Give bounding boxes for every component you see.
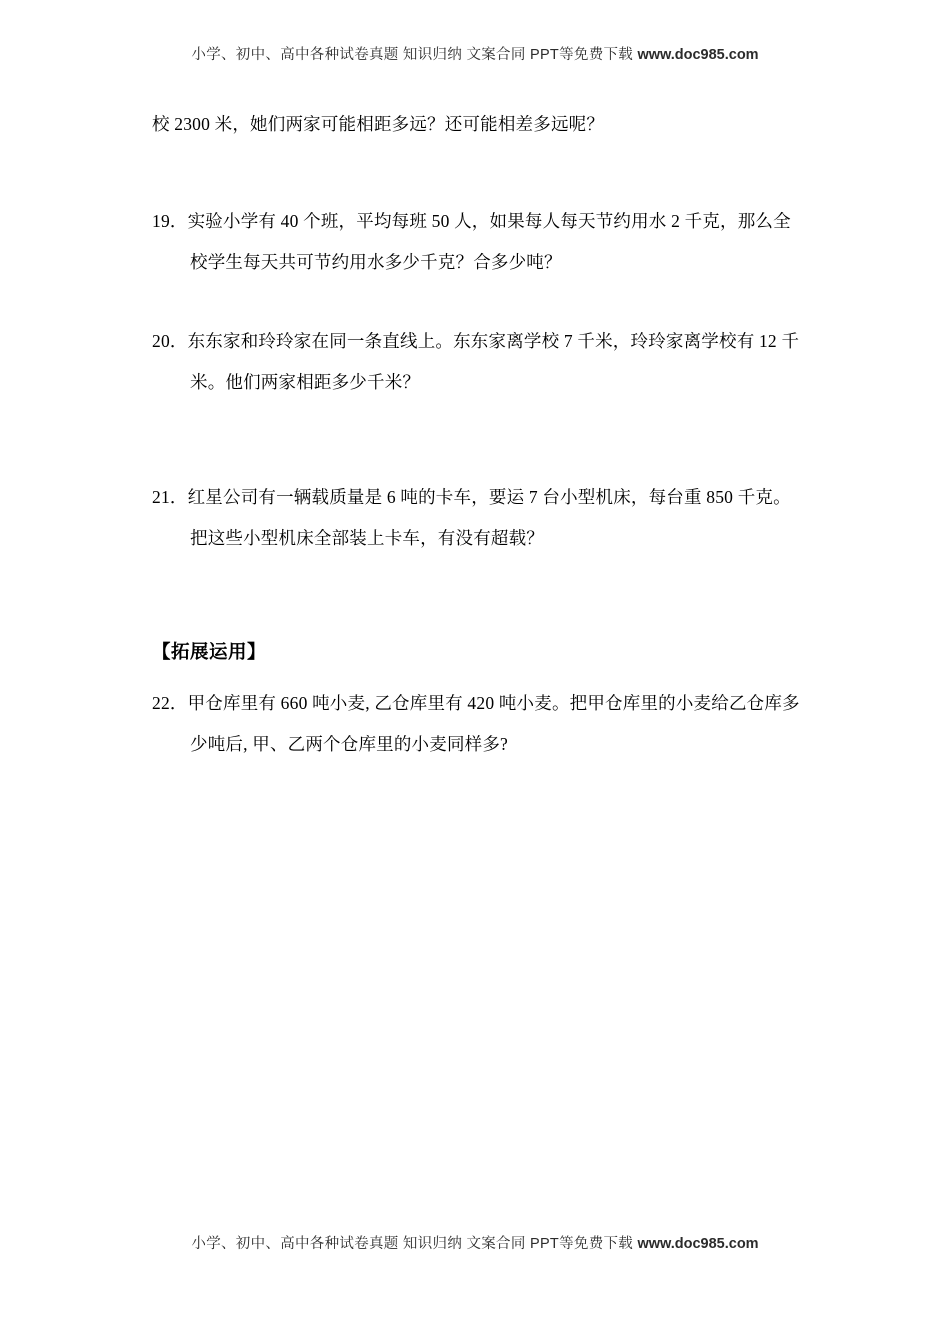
spacer: [152, 145, 800, 201]
problem-text-22: 甲仓库里有 660 吨小麦, 乙仓库里有 420 吨小麦。把甲仓库里的小麦给乙仓库多少吨后, 甲、乙两个仓库里的小麦同样多?: [187, 693, 800, 754]
problem-item-19: [152, 201, 800, 283]
problem-text-19: 实验小学有 40 个班，平均每班 50 人，如果每人每天节约用水 2 千克，那么全校学生每天共可节约用水多少千克？合多少吨？: [187, 211, 791, 272]
problem-item-21: [152, 477, 800, 559]
spacer: [152, 559, 800, 633]
problem-item-20: [152, 321, 800, 403]
header-note-url: www.doc985.com: [637, 47, 759, 63]
problem-item-22: [152, 683, 800, 765]
continued-paragraph: 校 2300 米，她们两家可能相距多远？还可能相差多远呢？: [152, 114, 605, 134]
problem-text-21: 红星公司有一辆载质量是 6 吨的卡车，要运 7 台小型机床，每台重 850 千克。把这些小型机床全部装上卡车，有没有超载？: [187, 487, 791, 548]
problem-number-22: 22．: [152, 693, 188, 713]
header-note-text: 小学、初中、高中各种试卷真题 知识归纳 文案合同 PPT等免费下载: [191, 47, 634, 63]
problem-number-21: 21．: [152, 487, 188, 507]
footer-note-text: 小学、初中、高中各种试卷真题 知识归纳 文案合同 PPT等免费下载: [191, 1236, 634, 1252]
spacer: [152, 283, 800, 321]
problem-text-20: 东东家和玲玲家在同一条直线上。东东家离学校 7 千米，玲玲家离学校有 12 千米。他们两家相距多少千米？: [187, 331, 800, 392]
problem-number-19: 19．: [152, 211, 188, 231]
page-footer-watermark: [0, 1232, 950, 1253]
spacer: [152, 403, 800, 477]
footer-note-url: www.doc985.com: [637, 1236, 759, 1252]
section-title-extension: 【拓展运用】: [152, 643, 267, 663]
spacer: [152, 673, 800, 683]
document-body: [152, 104, 800, 765]
problem-number-20: 20．: [152, 331, 188, 351]
page-header-watermark: [0, 43, 950, 64]
